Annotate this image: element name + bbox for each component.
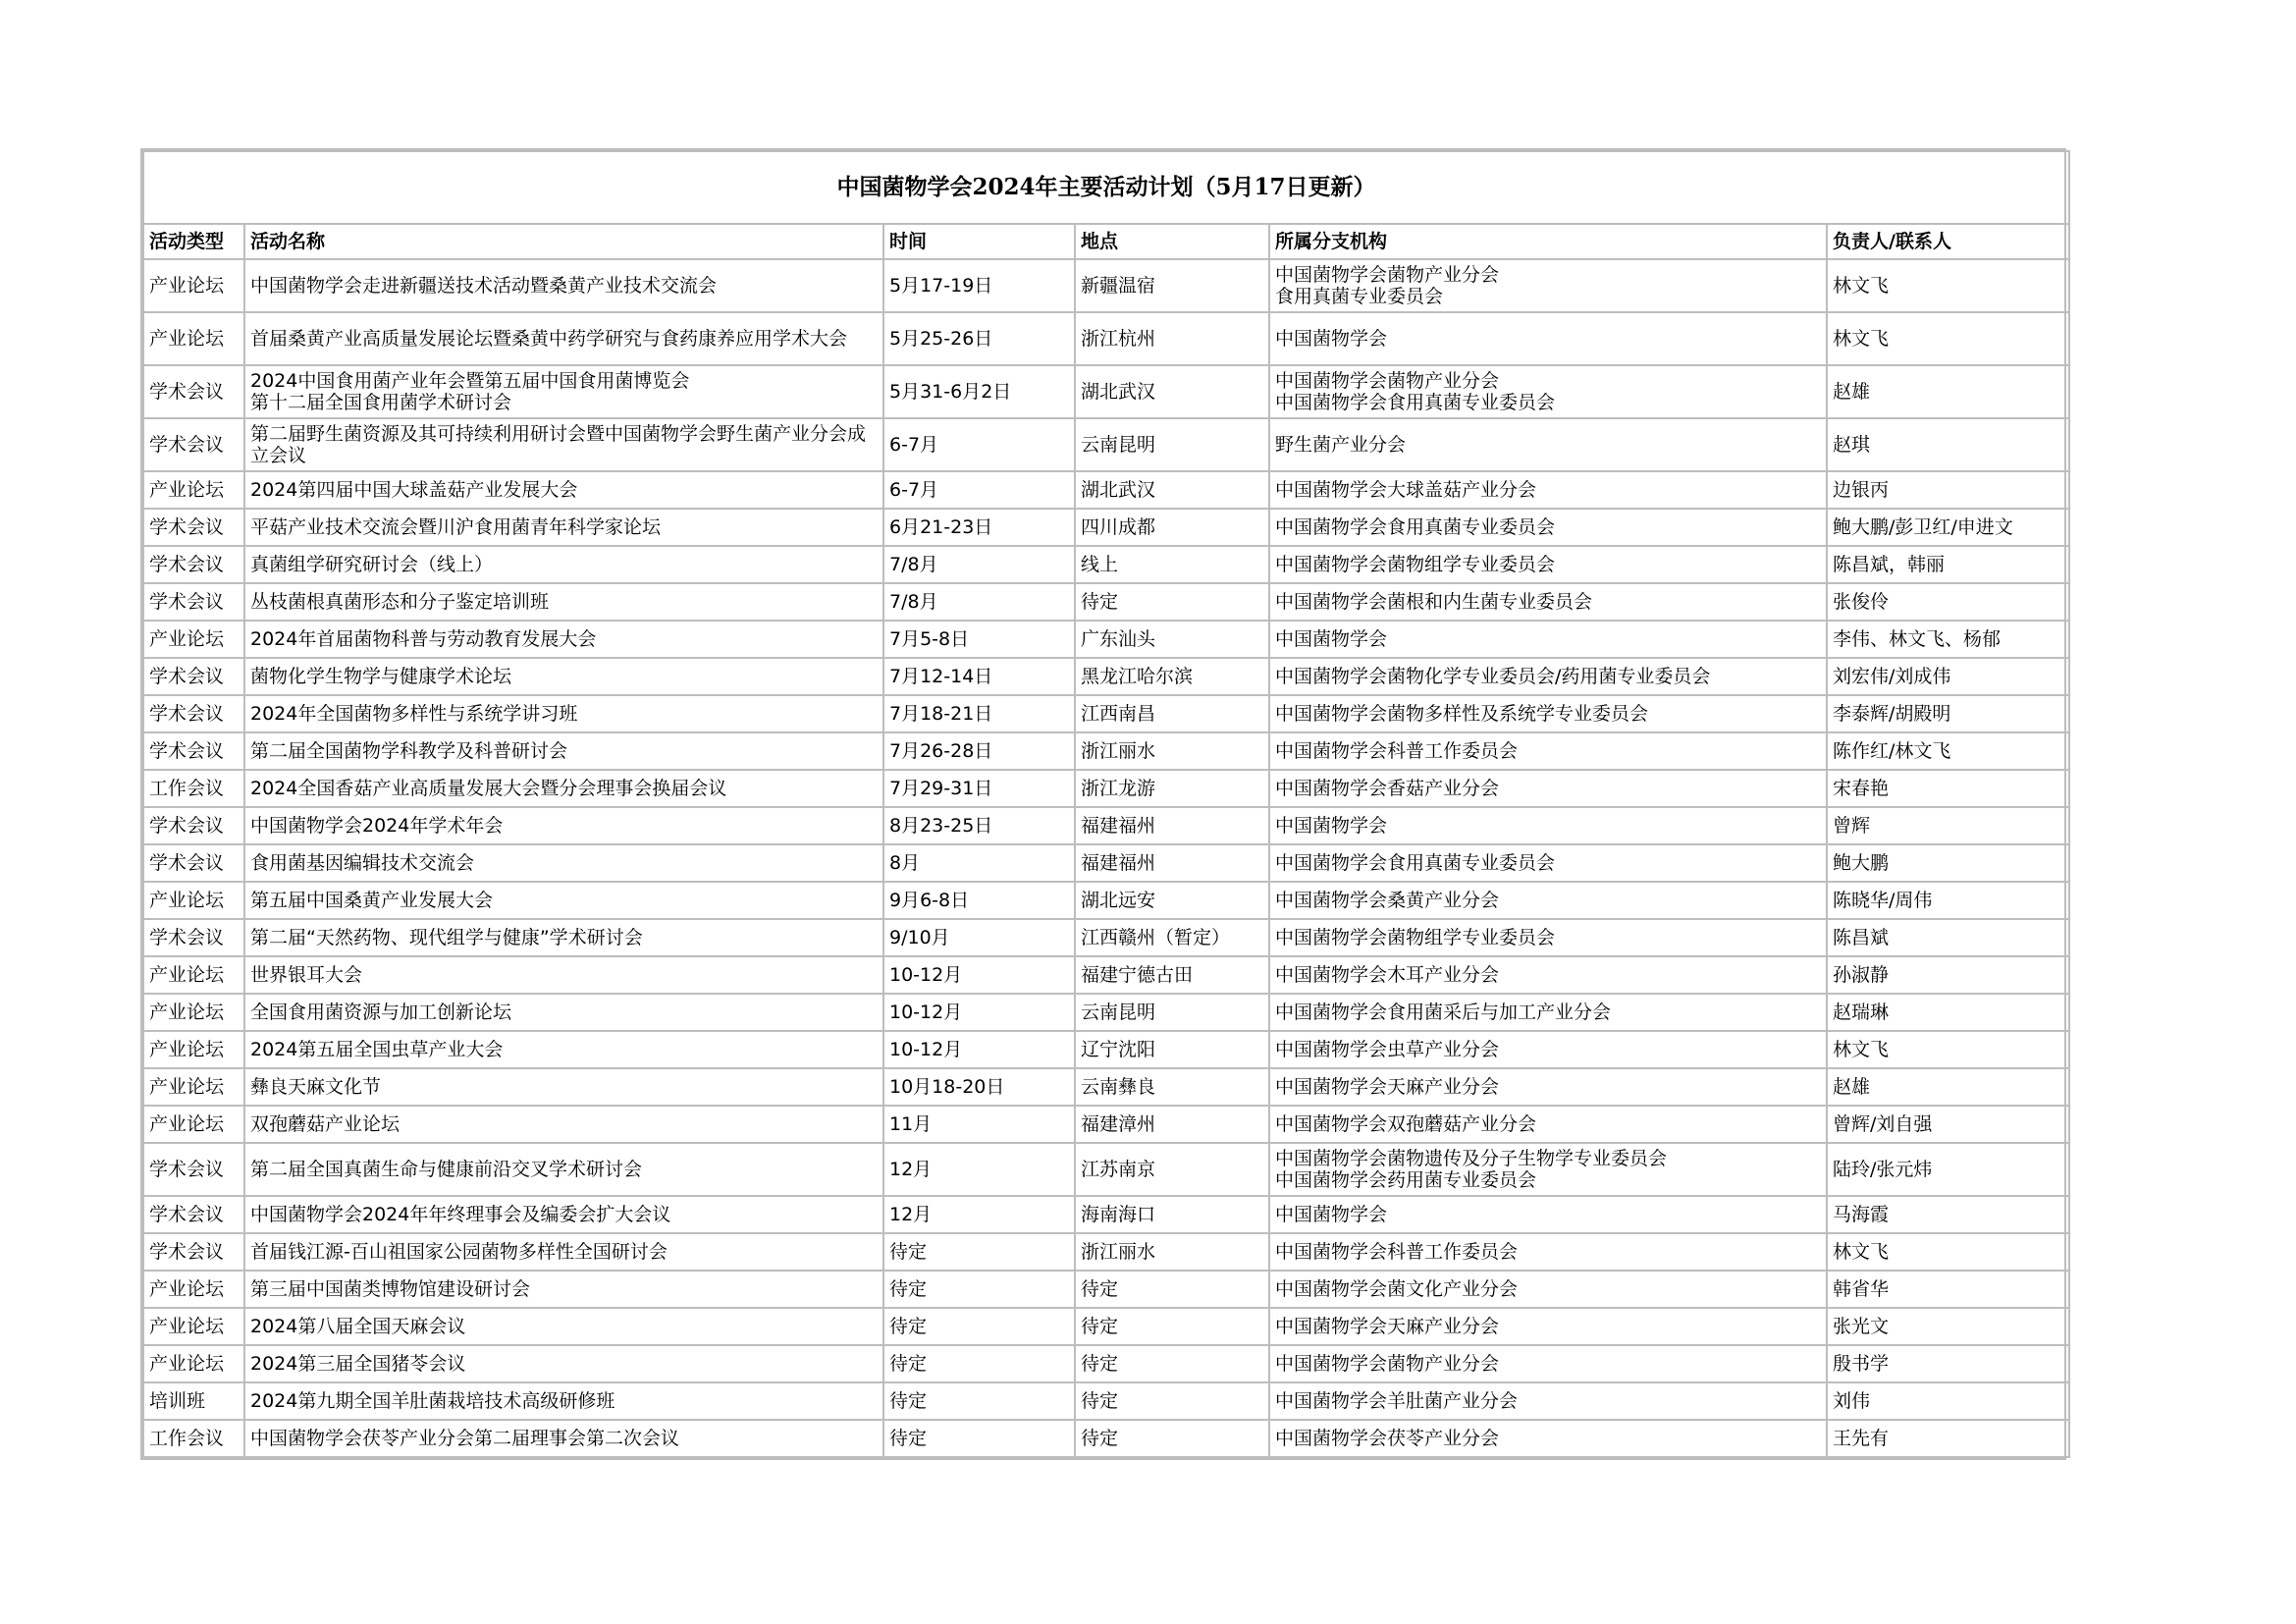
cell-place: 云南昆明 xyxy=(1075,418,1269,471)
cell-type: 培训班 xyxy=(143,1382,244,1420)
cell-place: 待定 xyxy=(1075,1271,1269,1308)
cell-contact: 李泰辉/胡殿明 xyxy=(1827,695,2069,732)
cell-name: 2024全国香菇产业高质量发展大会暨分会理事会换届会议 xyxy=(244,770,883,807)
cell-place: 待定 xyxy=(1075,583,1269,621)
cell-type: 学术会议 xyxy=(143,509,244,546)
cell-place: 浙江龙游 xyxy=(1075,770,1269,807)
cell-time: 待定 xyxy=(883,1233,1075,1271)
cell-contact: 马海霞 xyxy=(1827,1196,2069,1233)
cell-contact: 张光文 xyxy=(1827,1308,2069,1345)
table-row xyxy=(143,770,2069,807)
cell-place: 福建宁德古田 xyxy=(1075,956,1269,994)
cell-type: 产业论坛 xyxy=(143,471,244,509)
cell-name: 首届钱江源-百山祖国家公园菌物多样性全国研讨会 xyxy=(244,1233,883,1271)
cell-name: 菌物化学生物学与健康学术论坛 xyxy=(244,658,883,695)
cell-name: 双孢蘑菇产业论坛 xyxy=(244,1106,883,1143)
cell-place: 待定 xyxy=(1075,1420,1269,1457)
table-row xyxy=(143,1345,2069,1382)
cell-org: 中国菌物学会菌物产业分会 中国菌物学会食用真菌专业委员会 xyxy=(1269,365,1827,418)
cell-place: 湖北武汉 xyxy=(1075,365,1269,418)
cell-name: 2024中国食用菌产业年会暨第五届中国食用菌博览会 第十二届全国食用菌学术研讨会 xyxy=(244,365,883,418)
cell-contact: 殷书学 xyxy=(1827,1345,2069,1382)
cell-contact: 陈晓华/周伟 xyxy=(1827,882,2069,919)
col-header-place: 地点 xyxy=(1075,224,1269,259)
cell-place: 黑龙江哈尔滨 xyxy=(1075,658,1269,695)
cell-type: 产业论坛 xyxy=(143,1345,244,1382)
cell-contact: 赵雄 xyxy=(1827,365,2069,418)
cell-place: 江西南昌 xyxy=(1075,695,1269,732)
col-header-time: 时间 xyxy=(883,224,1075,259)
cell-type: 学术会议 xyxy=(143,844,244,882)
cell-time: 5月17-19日 xyxy=(883,259,1075,312)
cell-time: 待定 xyxy=(883,1345,1075,1382)
cell-org: 中国菌物学会 xyxy=(1269,621,1827,658)
cell-org: 中国菌物学会 xyxy=(1269,312,1827,365)
cell-type: 学术会议 xyxy=(143,658,244,695)
cell-type: 学术会议 xyxy=(143,732,244,770)
cell-org: 中国菌物学会食用真菌专业委员会 xyxy=(1269,844,1827,882)
table-row xyxy=(143,312,2069,365)
cell-type: 产业论坛 xyxy=(143,1308,244,1345)
cell-type: 学术会议 xyxy=(143,807,244,844)
table-row xyxy=(143,509,2069,546)
cell-org: 中国菌物学会双孢蘑菇产业分会 xyxy=(1269,1106,1827,1143)
cell-time: 12月 xyxy=(883,1143,1075,1196)
table-row xyxy=(143,994,2069,1031)
cell-type: 学术会议 xyxy=(143,418,244,471)
cell-name: 世界银耳大会 xyxy=(244,956,883,994)
cell-org: 中国菌物学会食用菌采后与加工产业分会 xyxy=(1269,994,1827,1031)
cell-name: 全国食用菌资源与加工创新论坛 xyxy=(244,994,883,1031)
cell-contact: 赵雄 xyxy=(1827,1068,2069,1106)
cell-type: 学术会议 xyxy=(143,365,244,418)
cell-contact: 林文飞 xyxy=(1827,312,2069,365)
cell-org: 中国菌物学会 xyxy=(1269,1196,1827,1233)
cell-time: 10月18-20日 xyxy=(883,1068,1075,1106)
header-row xyxy=(143,224,2069,259)
cell-place: 浙江丽水 xyxy=(1075,732,1269,770)
table-row xyxy=(143,807,2069,844)
cell-type: 产业论坛 xyxy=(143,1031,244,1068)
cell-time: 7月26-28日 xyxy=(883,732,1075,770)
table-row xyxy=(143,732,2069,770)
cell-time: 7月12-14日 xyxy=(883,658,1075,695)
cell-org: 中国菌物学会羊肚菌产业分会 xyxy=(1269,1382,1827,1420)
cell-contact: 王先有 xyxy=(1827,1420,2069,1457)
cell-time: 待定 xyxy=(883,1382,1075,1420)
cell-time: 待定 xyxy=(883,1271,1075,1308)
cell-time: 6月21-23日 xyxy=(883,509,1075,546)
cell-contact: 鲍大鹏 xyxy=(1827,844,2069,882)
table-row xyxy=(143,1382,2069,1420)
cell-name: 中国菌物学会2024年学术年会 xyxy=(244,807,883,844)
cell-time: 待定 xyxy=(883,1420,1075,1457)
cell-time: 12月 xyxy=(883,1196,1075,1233)
cell-type: 学术会议 xyxy=(143,695,244,732)
table-row xyxy=(143,919,2069,956)
table-row xyxy=(143,1031,2069,1068)
cell-name: 中国菌物学会2024年年终理事会及编委会扩大会议 xyxy=(244,1196,883,1233)
cell-org: 中国菌物学会桑黄产业分会 xyxy=(1269,882,1827,919)
table-row xyxy=(143,1196,2069,1233)
cell-org: 中国菌物学会天麻产业分会 xyxy=(1269,1308,1827,1345)
cell-name: 丛枝菌根真菌形态和分子鉴定培训班 xyxy=(244,583,883,621)
cell-name: 第二届全国菌物学科教学及科普研讨会 xyxy=(244,732,883,770)
table-row xyxy=(143,695,2069,732)
cell-name: 第三届中国菌类博物馆建设研讨会 xyxy=(244,1271,883,1308)
col-header-name: 活动名称 xyxy=(244,224,883,259)
cell-time: 8月23-25日 xyxy=(883,807,1075,844)
cell-org: 中国菌物学会菌物遗传及分子生物学专业委员会 中国菌物学会药用菌专业委员会 xyxy=(1269,1143,1827,1196)
cell-time: 待定 xyxy=(883,1308,1075,1345)
cell-name: 首届桑黄产业高质量发展论坛暨桑黄中药学研究与食药康养应用学术大会 xyxy=(244,312,883,365)
cell-org: 中国菌物学会菌物多样性及系统学专业委员会 xyxy=(1269,695,1827,732)
cell-contact: 张俊伶 xyxy=(1827,583,2069,621)
cell-contact: 林文飞 xyxy=(1827,1031,2069,1068)
cell-name: 彝良天麻文化节 xyxy=(244,1068,883,1106)
cell-org: 中国菌物学会科普工作委员会 xyxy=(1269,732,1827,770)
cell-contact: 韩省华 xyxy=(1827,1271,2069,1308)
cell-name: 第五届中国桑黄产业发展大会 xyxy=(244,882,883,919)
cell-type: 学术会议 xyxy=(143,1233,244,1271)
cell-contact: 赵瑞琳 xyxy=(1827,994,2069,1031)
cell-contact: 陆玲/张元炜 xyxy=(1827,1143,2069,1196)
cell-time: 11月 xyxy=(883,1106,1075,1143)
cell-org: 中国菌物学会 xyxy=(1269,807,1827,844)
table-row xyxy=(143,1106,2069,1143)
cell-name: 2024第四届中国大球盖菇产业发展大会 xyxy=(244,471,883,509)
cell-type: 学术会议 xyxy=(143,1196,244,1233)
cell-place: 江西赣州（暂定） xyxy=(1075,919,1269,956)
cell-org: 中国菌物学会菌物产业分会 食用真菌专业委员会 xyxy=(1269,259,1827,312)
cell-time: 5月31-6月2日 xyxy=(883,365,1075,418)
cell-place: 湖北远安 xyxy=(1075,882,1269,919)
col-header-org: 所属分支机构 xyxy=(1269,224,1827,259)
cell-time: 7月29-31日 xyxy=(883,770,1075,807)
cell-time: 9月6-8日 xyxy=(883,882,1075,919)
cell-type: 产业论坛 xyxy=(143,882,244,919)
cell-org: 中国菌物学会大球盖菇产业分会 xyxy=(1269,471,1827,509)
table-row xyxy=(143,1233,2069,1271)
table-row xyxy=(143,583,2069,621)
cell-org: 中国菌物学会菌物化学专业委员会/药用菌专业委员会 xyxy=(1269,658,1827,695)
cell-place: 云南彝良 xyxy=(1075,1068,1269,1106)
cell-org: 中国菌物学会菌物组学专业委员会 xyxy=(1269,919,1827,956)
cell-time: 9/10月 xyxy=(883,919,1075,956)
cell-type: 学术会议 xyxy=(143,919,244,956)
table-body xyxy=(143,259,2069,1457)
cell-place: 待定 xyxy=(1075,1308,1269,1345)
cell-contact: 李伟、林文飞、杨郁 xyxy=(1827,621,2069,658)
table-row xyxy=(143,418,2069,471)
table-row xyxy=(143,1143,2069,1196)
cell-place: 广东汕头 xyxy=(1075,621,1269,658)
cell-type: 学术会议 xyxy=(143,1143,244,1196)
cell-type: 产业论坛 xyxy=(143,259,244,312)
cell-name: 2024第五届全国虫草产业大会 xyxy=(244,1031,883,1068)
cell-contact: 曾辉 xyxy=(1827,807,2069,844)
cell-name: 平菇产业技术交流会暨川沪食用菌青年科学家论坛 xyxy=(244,509,883,546)
cell-name: 第二届全国真菌生命与健康前沿交叉学术研讨会 xyxy=(244,1143,883,1196)
cell-type: 产业论坛 xyxy=(143,956,244,994)
table-row xyxy=(143,1068,2069,1106)
cell-contact: 陈昌斌，韩丽 xyxy=(1827,546,2069,583)
table-row xyxy=(143,658,2069,695)
cell-type: 产业论坛 xyxy=(143,1271,244,1308)
cell-type: 产业论坛 xyxy=(143,621,244,658)
cell-time: 7/8月 xyxy=(883,583,1075,621)
cell-place: 四川成都 xyxy=(1075,509,1269,546)
table-row xyxy=(143,1271,2069,1308)
cell-type: 产业论坛 xyxy=(143,1106,244,1143)
cell-name: 中国菌物学会走进新疆送技术活动暨桑黄产业技术交流会 xyxy=(244,259,883,312)
cell-time: 10-12月 xyxy=(883,956,1075,994)
sheet-title: 中国菌物学会2024年主要活动计划（5月17日更新） xyxy=(143,151,2069,224)
cell-org: 中国菌物学会菌物产业分会 xyxy=(1269,1345,1827,1382)
cell-name: 食用菌基因编辑技术交流会 xyxy=(244,844,883,882)
cell-time: 10-12月 xyxy=(883,994,1075,1031)
cell-name: 2024第三届全国猪苓会议 xyxy=(244,1345,883,1382)
table-row xyxy=(143,1308,2069,1345)
cell-org: 野生菌产业分会 xyxy=(1269,418,1827,471)
cell-place: 浙江杭州 xyxy=(1075,312,1269,365)
cell-place: 辽宁沈阳 xyxy=(1075,1031,1269,1068)
cell-place: 云南昆明 xyxy=(1075,994,1269,1031)
cell-time: 5月25-26日 xyxy=(883,312,1075,365)
cell-org: 中国菌物学会科普工作委员会 xyxy=(1269,1233,1827,1271)
cell-name: 2024第九期全国羊肚菌栽培技术高级研修班 xyxy=(244,1382,883,1420)
table-row xyxy=(143,1420,2069,1457)
cell-contact: 刘宏伟/刘成伟 xyxy=(1827,658,2069,695)
cell-type: 学术会议 xyxy=(143,546,244,583)
cell-org: 中国菌物学会食用真菌专业委员会 xyxy=(1269,509,1827,546)
cell-time: 8月 xyxy=(883,844,1075,882)
table-row xyxy=(143,259,2069,312)
cell-time: 6-7月 xyxy=(883,418,1075,471)
cell-type: 学术会议 xyxy=(143,583,244,621)
cell-name: 第二届“天然药物、现代组学与健康”学术研讨会 xyxy=(244,919,883,956)
cell-org: 中国菌物学会香菇产业分会 xyxy=(1269,770,1827,807)
cell-org: 中国菌物学会天麻产业分会 xyxy=(1269,1068,1827,1106)
cell-time: 7月18-21日 xyxy=(883,695,1075,732)
activity-plan-sheet xyxy=(140,148,2066,1460)
cell-type: 产业论坛 xyxy=(143,1068,244,1106)
cell-time: 7/8月 xyxy=(883,546,1075,583)
cell-place: 浙江丽水 xyxy=(1075,1233,1269,1271)
cell-name: 2024年首届菌物科普与劳动教育发展大会 xyxy=(244,621,883,658)
cell-name: 第二届野生菌资源及其可持续利用研讨会暨中国菌物学会野生菌产业分会成立会议 xyxy=(244,418,883,471)
cell-place: 待定 xyxy=(1075,1345,1269,1382)
table-row xyxy=(143,365,2069,418)
cell-name: 中国菌物学会茯苓产业分会第二届理事会第二次会议 xyxy=(244,1420,883,1457)
col-header-type: 活动类型 xyxy=(143,224,244,259)
cell-place: 福建福州 xyxy=(1075,844,1269,882)
cell-place: 海南海口 xyxy=(1075,1196,1269,1233)
cell-contact: 陈昌斌 xyxy=(1827,919,2069,956)
cell-type: 工作会议 xyxy=(143,770,244,807)
cell-contact: 孙淑静 xyxy=(1827,956,2069,994)
cell-type: 产业论坛 xyxy=(143,312,244,365)
table-row xyxy=(143,471,2069,509)
cell-org: 中国菌物学会菌根和内生菌专业委员会 xyxy=(1269,583,1827,621)
cell-place: 江苏南京 xyxy=(1075,1143,1269,1196)
table-row xyxy=(143,882,2069,919)
col-header-contact: 负责人/联系人 xyxy=(1827,224,2069,259)
cell-name: 2024第八届全国天麻会议 xyxy=(244,1308,883,1345)
cell-contact: 边银丙 xyxy=(1827,471,2069,509)
cell-org: 中国菌物学会木耳产业分会 xyxy=(1269,956,1827,994)
cell-place: 福建福州 xyxy=(1075,807,1269,844)
cell-name: 2024年全国菌物多样性与系统学讲习班 xyxy=(244,695,883,732)
table-row xyxy=(143,621,2069,658)
cell-contact: 宋春艳 xyxy=(1827,770,2069,807)
cell-time: 10-12月 xyxy=(883,1031,1075,1068)
cell-type: 产业论坛 xyxy=(143,994,244,1031)
cell-place: 福建漳州 xyxy=(1075,1106,1269,1143)
cell-place: 新疆温宿 xyxy=(1075,259,1269,312)
cell-org: 中国菌物学会虫草产业分会 xyxy=(1269,1031,1827,1068)
activity-table xyxy=(142,150,2070,1458)
cell-contact: 林文飞 xyxy=(1827,1233,2069,1271)
cell-contact: 林文飞 xyxy=(1827,259,2069,312)
cell-place: 待定 xyxy=(1075,1382,1269,1420)
cell-org: 中国菌物学会茯苓产业分会 xyxy=(1269,1420,1827,1457)
cell-place: 湖北武汉 xyxy=(1075,471,1269,509)
table-row xyxy=(143,956,2069,994)
cell-contact: 赵琪 xyxy=(1827,418,2069,471)
cell-contact: 陈作红/林文飞 xyxy=(1827,732,2069,770)
cell-time: 6-7月 xyxy=(883,471,1075,509)
cell-time: 7月5-8日 xyxy=(883,621,1075,658)
table-row xyxy=(143,546,2069,583)
cell-org: 中国菌物学会菌物组学专业委员会 xyxy=(1269,546,1827,583)
table-row xyxy=(143,844,2069,882)
cell-contact: 鲍大鹏/彭卫红/申进文 xyxy=(1827,509,2069,546)
cell-contact: 刘伟 xyxy=(1827,1382,2069,1420)
cell-place: 线上 xyxy=(1075,546,1269,583)
cell-name: 真菌组学研究研讨会（线上） xyxy=(244,546,883,583)
cell-org: 中国菌物学会菌文化产业分会 xyxy=(1269,1271,1827,1308)
cell-type: 工作会议 xyxy=(143,1420,244,1457)
cell-contact: 曾辉/刘自强 xyxy=(1827,1106,2069,1143)
